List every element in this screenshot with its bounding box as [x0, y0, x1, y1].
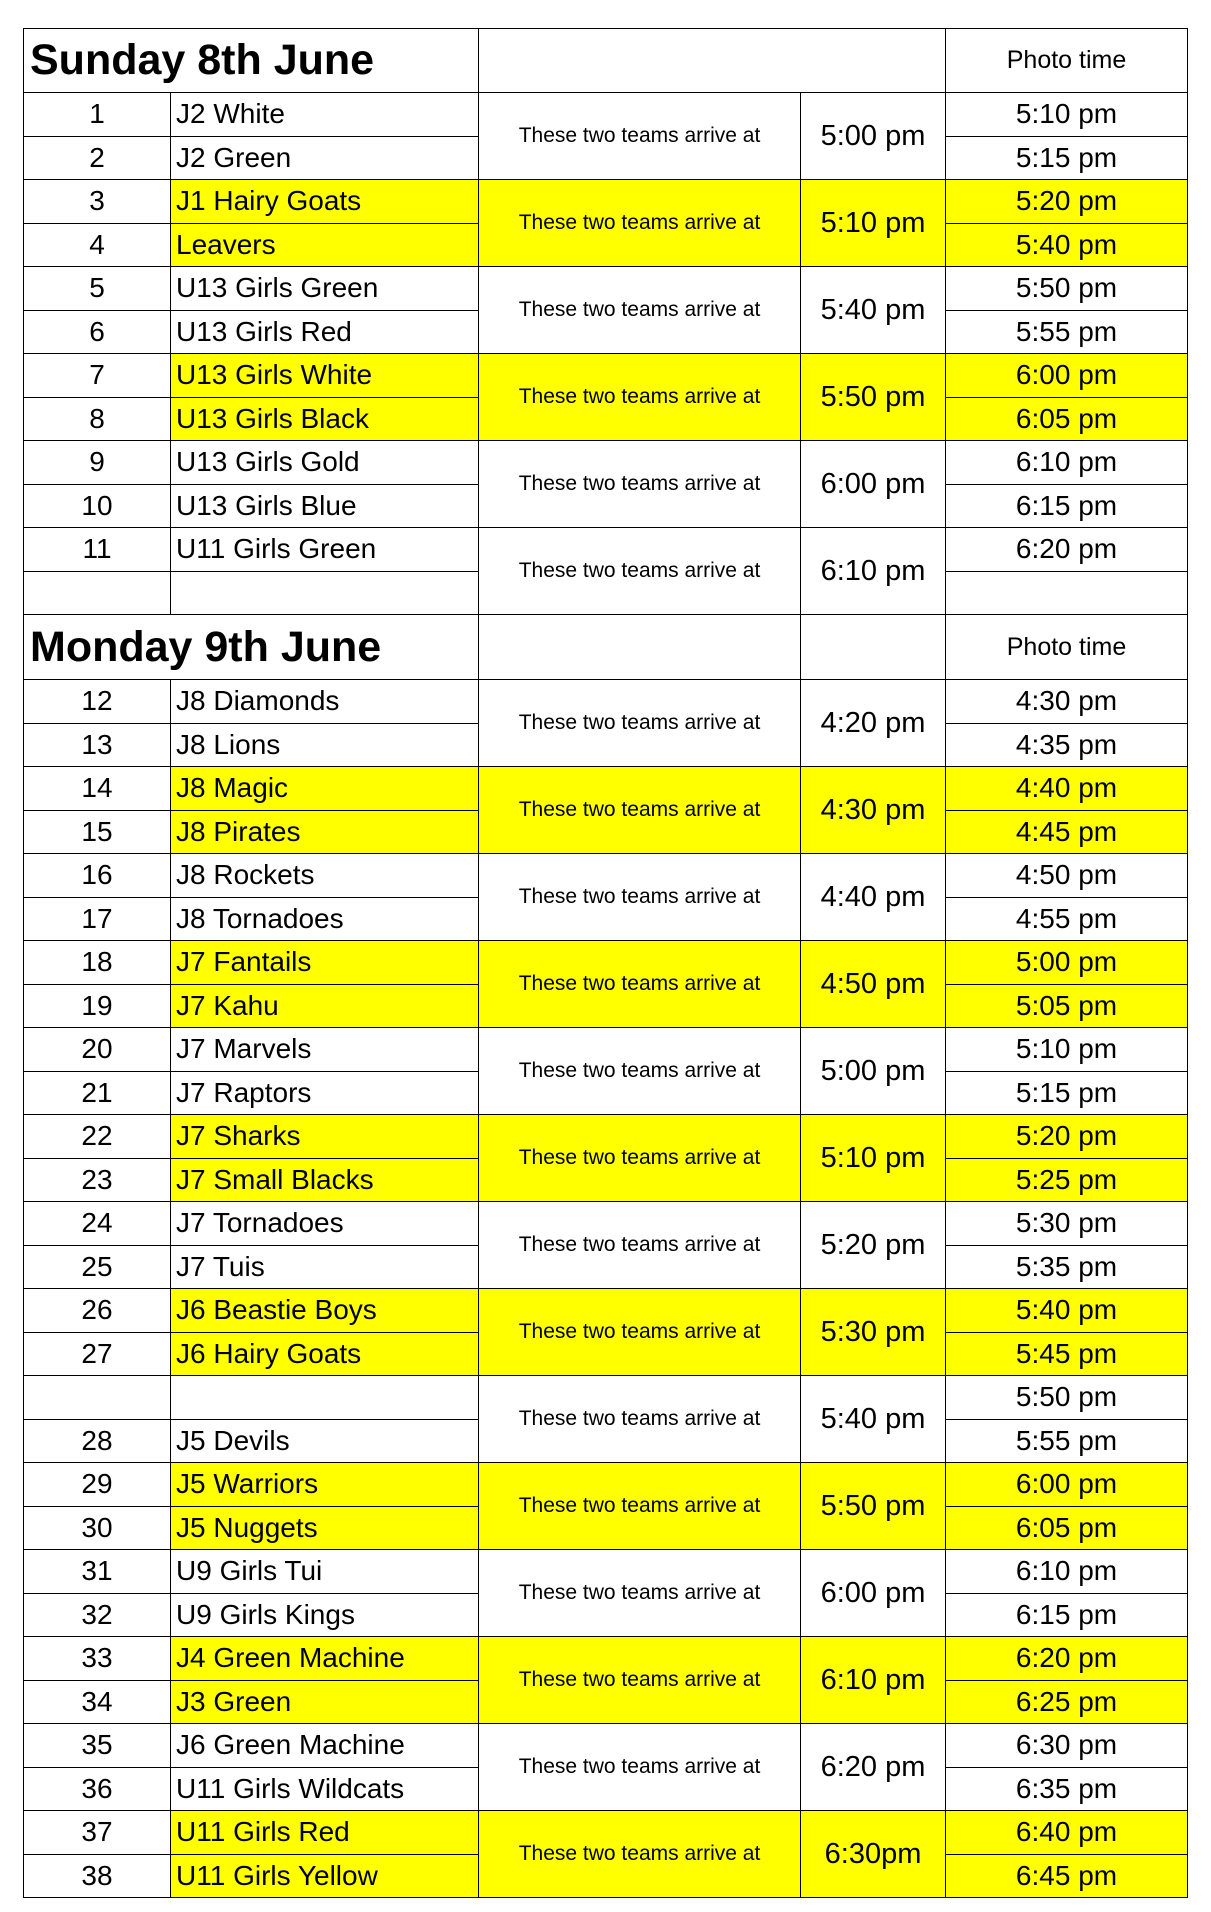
team-row [24, 1637, 1188, 1681]
photo-time: 6:30 pm [946, 1724, 1188, 1768]
arrive-time: 5:00 pm [801, 93, 946, 180]
team-row [24, 1811, 1188, 1855]
arrive-label: These two teams arrive at [479, 767, 801, 854]
team-name: U11 Girls Wildcats [171, 1767, 479, 1811]
arrive-label: These two teams arrive at [479, 1115, 801, 1202]
arrive-time: 6:20 pm [801, 1724, 946, 1811]
team-number: 22 [24, 1115, 171, 1159]
arrive-time: 5:40 pm [801, 1376, 946, 1463]
team-name: J8 Magic [171, 767, 479, 811]
photo-time: 4:45 pm [946, 810, 1188, 854]
day-title: Monday 9th June [24, 615, 479, 680]
photo-time: 6:05 pm [946, 397, 1188, 441]
team-number: 1 [24, 93, 171, 137]
arrive-label: These two teams arrive at [479, 354, 801, 441]
photo-time: 5:50 pm [946, 267, 1188, 311]
photo-time [946, 571, 1188, 615]
team-name: J8 Diamonds [171, 680, 479, 724]
arrive-label: These two teams arrive at [479, 1637, 801, 1724]
team-name: J7 Fantails [171, 941, 479, 985]
team-name: J7 Small Blacks [171, 1158, 479, 1202]
photo-time: 4:50 pm [946, 854, 1188, 898]
arrive-label: These two teams arrive at [479, 1811, 801, 1898]
team-number: 25 [24, 1245, 171, 1289]
team-name: J5 Devils [171, 1419, 479, 1463]
team-name: J6 Hairy Goats [171, 1332, 479, 1376]
team-name [171, 1376, 479, 1420]
arrive-time: 6:00 pm [801, 441, 946, 528]
photo-time: 6:25 pm [946, 1680, 1188, 1724]
arrive-time: 5:10 pm [801, 180, 946, 267]
team-row [24, 93, 1188, 137]
arrive-label: These two teams arrive at [479, 1376, 801, 1463]
team-name: U13 Girls Red [171, 310, 479, 354]
team-number: 20 [24, 1028, 171, 1072]
team-name: J7 Tuis [171, 1245, 479, 1289]
team-number: 26 [24, 1289, 171, 1333]
team-row [24, 267, 1188, 311]
team-row [24, 1289, 1188, 1333]
team-name: U13 Girls Blue [171, 484, 479, 528]
header-blank-cell [479, 29, 946, 93]
photo-time: 6:00 pm [946, 1463, 1188, 1507]
photo-time: 5:25 pm [946, 1158, 1188, 1202]
team-row [24, 680, 1188, 724]
photo-time: 5:20 pm [946, 1115, 1188, 1159]
arrive-label: These two teams arrive at [479, 1463, 801, 1550]
team-name: J4 Green Machine [171, 1637, 479, 1681]
team-name: J8 Tornadoes [171, 897, 479, 941]
team-number: 38 [24, 1854, 171, 1898]
arrive-time: 5:50 pm [801, 1463, 946, 1550]
team-name: J6 Green Machine [171, 1724, 479, 1768]
team-name: J8 Pirates [171, 810, 479, 854]
arrive-time: 5:00 pm [801, 1028, 946, 1115]
team-row [24, 1724, 1188, 1768]
team-number: 15 [24, 810, 171, 854]
team-name: J7 Marvels [171, 1028, 479, 1072]
team-name: J7 Raptors [171, 1071, 479, 1115]
team-number: 32 [24, 1593, 171, 1637]
arrive-time: 4:50 pm [801, 941, 946, 1028]
arrive-label: These two teams arrive at [479, 1724, 801, 1811]
team-row [24, 1202, 1188, 1246]
photo-time: 4:30 pm [946, 680, 1188, 724]
team-name: J7 Tornadoes [171, 1202, 479, 1246]
arrive-time: 4:30 pm [801, 767, 946, 854]
arrive-label: These two teams arrive at [479, 680, 801, 767]
photo-time-header: Photo time [946, 615, 1188, 680]
team-row [24, 1028, 1188, 1072]
team-name: U13 Girls Gold [171, 441, 479, 485]
arrive-label: These two teams arrive at [479, 441, 801, 528]
team-number: 33 [24, 1637, 171, 1681]
team-row [24, 180, 1188, 224]
team-number: 7 [24, 354, 171, 398]
photo-time: 5:15 pm [946, 136, 1188, 180]
photo-time: 6:40 pm [946, 1811, 1188, 1855]
team-name: U13 Girls Black [171, 397, 479, 441]
team-number: 21 [24, 1071, 171, 1115]
team-number: 8 [24, 397, 171, 441]
team-name: U9 Girls Tui [171, 1550, 479, 1594]
photo-time: 5:30 pm [946, 1202, 1188, 1246]
arrive-label: These two teams arrive at [479, 267, 801, 354]
arrive-label: These two teams arrive at [479, 528, 801, 615]
photo-time: 5:50 pm [946, 1376, 1188, 1420]
photo-time: 4:40 pm [946, 767, 1188, 811]
day-header-row [24, 615, 1188, 680]
arrive-time: 6:30pm [801, 1811, 946, 1898]
arrive-label: These two teams arrive at [479, 854, 801, 941]
team-name: U11 Girls Green [171, 528, 479, 572]
team-name: J2 White [171, 93, 479, 137]
team-name: U11 Girls Red [171, 1811, 479, 1855]
arrive-time: 4:20 pm [801, 680, 946, 767]
team-number: 14 [24, 767, 171, 811]
photo-time: 6:15 pm [946, 484, 1188, 528]
photo-time: 5:15 pm [946, 1071, 1188, 1115]
team-name: J7 Kahu [171, 984, 479, 1028]
team-name: U11 Girls Yellow [171, 1854, 479, 1898]
photo-time: 6:00 pm [946, 354, 1188, 398]
team-number: 12 [24, 680, 171, 724]
team-name: U9 Girls Kings [171, 1593, 479, 1637]
team-number: 9 [24, 441, 171, 485]
team-number: 5 [24, 267, 171, 311]
photo-time: 5:35 pm [946, 1245, 1188, 1289]
team-name: J2 Green [171, 136, 479, 180]
day-header-row [24, 29, 1188, 93]
photo-time: 5:55 pm [946, 1419, 1188, 1463]
team-number: 35 [24, 1724, 171, 1768]
photo-time: 5:55 pm [946, 310, 1188, 354]
arrive-label: These two teams arrive at [479, 1028, 801, 1115]
arrive-time: 5:20 pm [801, 1202, 946, 1289]
arrive-time: 6:10 pm [801, 528, 946, 615]
team-name: J8 Rockets [171, 854, 479, 898]
team-number: 23 [24, 1158, 171, 1202]
team-number: 10 [24, 484, 171, 528]
header-blank-cell [801, 615, 946, 680]
photo-time: 5:10 pm [946, 93, 1188, 137]
arrive-label: These two teams arrive at [479, 941, 801, 1028]
team-name: J5 Nuggets [171, 1506, 479, 1550]
team-number: 11 [24, 528, 171, 572]
arrive-time: 5:30 pm [801, 1289, 946, 1376]
team-name: Leavers [171, 223, 479, 267]
photo-time: 6:35 pm [946, 1767, 1188, 1811]
team-number: 6 [24, 310, 171, 354]
team-number: 2 [24, 136, 171, 180]
team-row [24, 441, 1188, 485]
photo-time: 6:20 pm [946, 1637, 1188, 1681]
header-blank-cell [479, 615, 801, 680]
photo-time: 6:10 pm [946, 441, 1188, 485]
team-row [24, 354, 1188, 398]
photo-time: 6:10 pm [946, 1550, 1188, 1594]
arrive-label: These two teams arrive at [479, 1550, 801, 1637]
team-number: 27 [24, 1332, 171, 1376]
arrive-time: 4:40 pm [801, 854, 946, 941]
team-number: 19 [24, 984, 171, 1028]
arrive-time: 5:10 pm [801, 1115, 946, 1202]
arrive-time: 5:50 pm [801, 354, 946, 441]
photo-time: 5:10 pm [946, 1028, 1188, 1072]
photo-time: 5:40 pm [946, 223, 1188, 267]
team-number: 17 [24, 897, 171, 941]
team-name: J7 Sharks [171, 1115, 479, 1159]
team-number: 24 [24, 1202, 171, 1246]
photo-time: 5:05 pm [946, 984, 1188, 1028]
team-number: 4 [24, 223, 171, 267]
team-name: J8 Lions [171, 723, 479, 767]
team-number: 3 [24, 180, 171, 224]
photo-time: 6:20 pm [946, 528, 1188, 572]
team-row [24, 941, 1188, 985]
team-number: 34 [24, 1680, 171, 1724]
photo-time: 5:00 pm [946, 941, 1188, 985]
team-name: J6 Beastie Boys [171, 1289, 479, 1333]
team-row [24, 528, 1188, 572]
team-number: 37 [24, 1811, 171, 1855]
arrive-time: 6:10 pm [801, 1637, 946, 1724]
photo-schedule-table [23, 28, 1188, 1898]
team-number: 29 [24, 1463, 171, 1507]
team-number [24, 1376, 171, 1420]
photo-time: 6:15 pm [946, 1593, 1188, 1637]
day-title: Sunday 8th June [24, 29, 479, 93]
team-name: U13 Girls White [171, 354, 479, 398]
team-row [24, 1550, 1188, 1594]
arrive-label: These two teams arrive at [479, 1202, 801, 1289]
team-number: 13 [24, 723, 171, 767]
team-row [24, 854, 1188, 898]
arrive-label: These two teams arrive at [479, 1289, 801, 1376]
arrive-time: 6:00 pm [801, 1550, 946, 1637]
schedule-sheet [23, 28, 1188, 1898]
team-name: J3 Green [171, 1680, 479, 1724]
photo-time: 5:40 pm [946, 1289, 1188, 1333]
team-number: 31 [24, 1550, 171, 1594]
team-number: 16 [24, 854, 171, 898]
photo-time: 5:20 pm [946, 180, 1188, 224]
team-number [24, 571, 171, 615]
team-name: J1 Hairy Goats [171, 180, 479, 224]
photo-time: 4:55 pm [946, 897, 1188, 941]
photo-time: 5:45 pm [946, 1332, 1188, 1376]
arrive-label: These two teams arrive at [479, 180, 801, 267]
team-row [24, 1463, 1188, 1507]
photo-time: 4:35 pm [946, 723, 1188, 767]
team-number: 28 [24, 1419, 171, 1463]
photo-time: 6:45 pm [946, 1854, 1188, 1898]
team-row [24, 1115, 1188, 1159]
arrive-label: These two teams arrive at [479, 93, 801, 180]
team-number: 30 [24, 1506, 171, 1550]
team-name: U13 Girls Green [171, 267, 479, 311]
team-number: 18 [24, 941, 171, 985]
team-row [24, 767, 1188, 811]
photo-time: 6:05 pm [946, 1506, 1188, 1550]
team-number: 36 [24, 1767, 171, 1811]
team-name: J5 Warriors [171, 1463, 479, 1507]
team-name [171, 571, 479, 615]
arrive-time: 5:40 pm [801, 267, 946, 354]
team-row [24, 1376, 1188, 1420]
photo-time-header: Photo time [946, 29, 1188, 93]
